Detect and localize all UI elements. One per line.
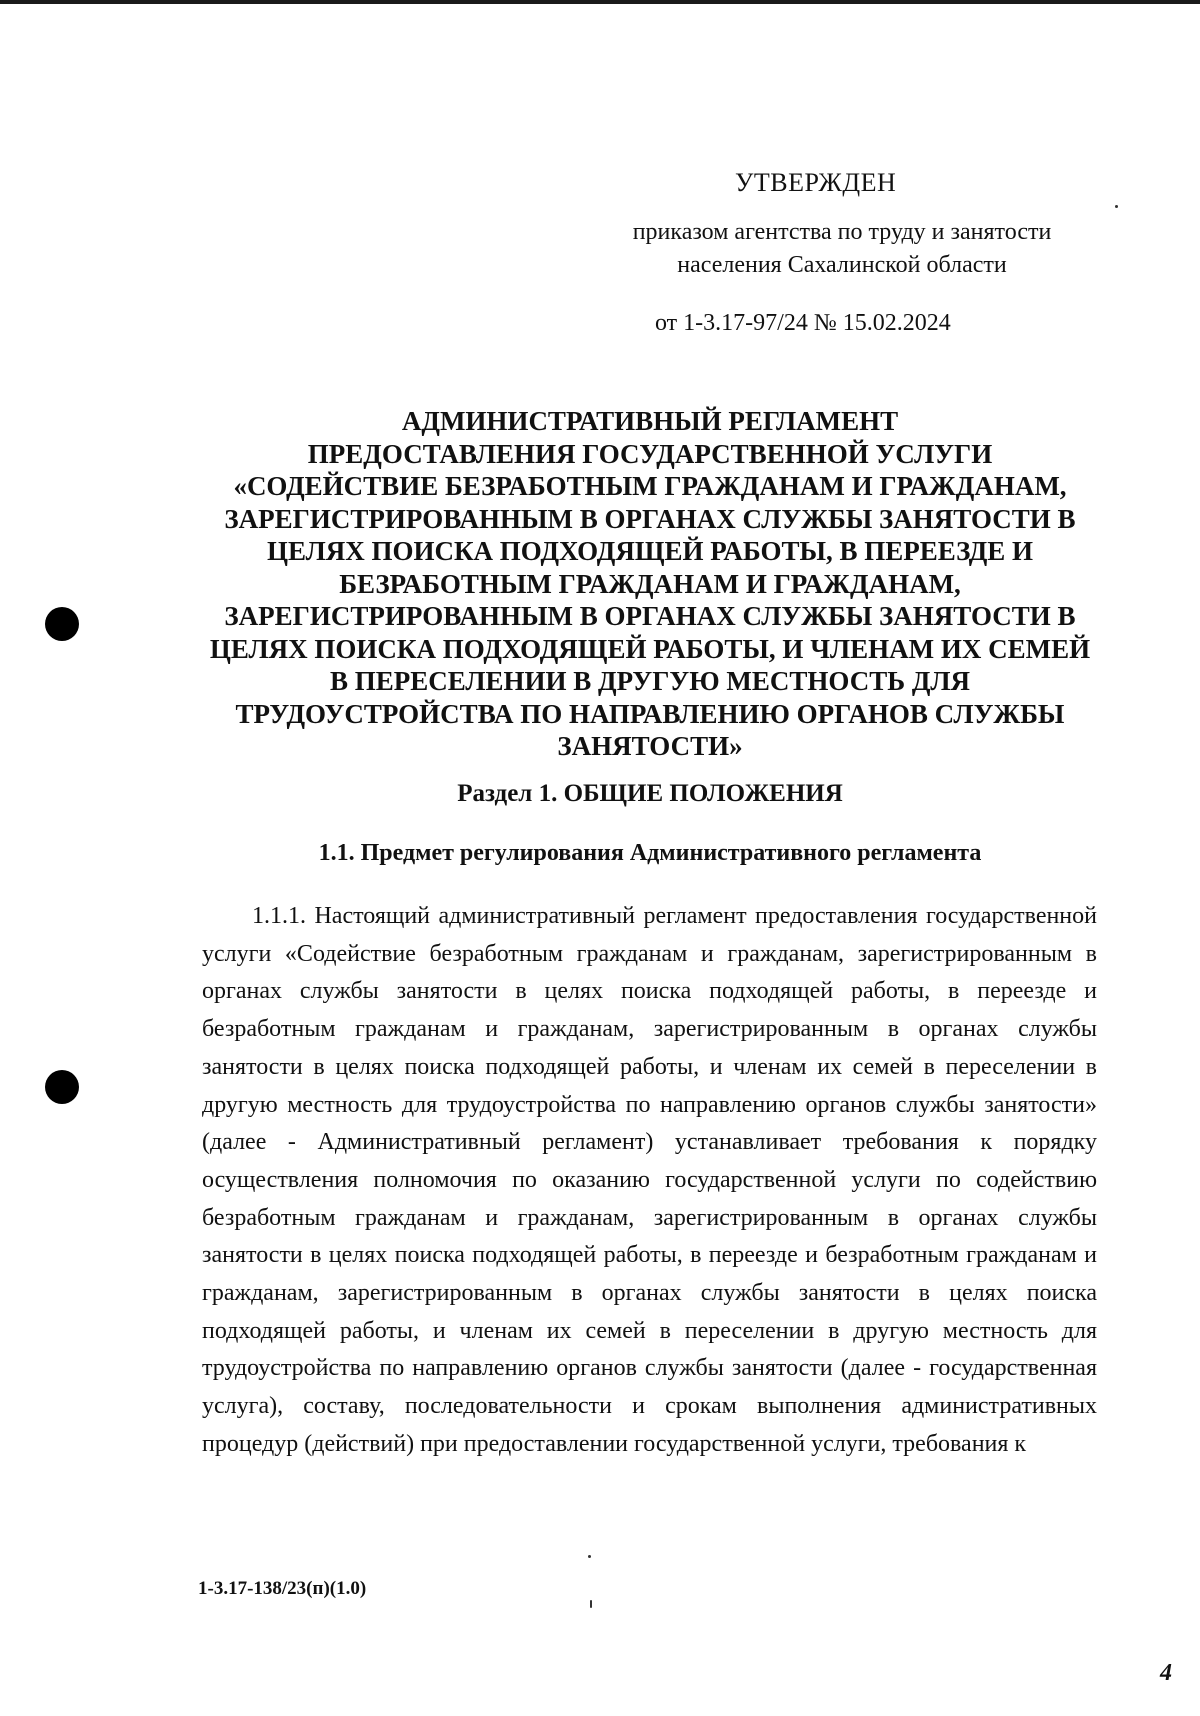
order-date: от 1-3.17-97/24 № 15.02.2024 [655, 310, 951, 336]
scan-speck [1115, 205, 1118, 208]
order-line-1: приказом агентства по труду и занятости [632, 219, 1052, 245]
title-line: ЗАНЯТОСТИ» [557, 731, 743, 761]
title-line: ПРЕДОСТАВЛЕНИЯ ГОСУДАРСТВЕННОЙ УСЛУГИ [307, 438, 993, 469]
title-line: ЦЕЛЯХ ПОИСКА ПОДХОДЯЩЕЙ РАБОТЫ, В ПЕРЕЕЗДЕ И [266, 536, 1034, 566]
body-paragraph: 1.1.1. Настоящий административный регламент предоставления государственной услуги «Содействие безработным гражданам и гражданам, зарегистрированным в органах службы занятости в целях поиска подходящей работы, в переезде и безработным гражданам и гражданам, зарегистрированным в органах службы занятости в целях поиска подходящей работы, и членам их семей в переселении в другую местность для трудоустройства по направлению органов службы занятости» (далее - Административный регламент) устанавливает требования к порядку осуществления полномочия по оказанию государственной услуги по содействию безработным гражданам и гражданам, зарегистрированным в органах службы занятости в целях поиска подходящей работы, в переезде и безработным гражданам и гражданам, зарегистрированным в органах службы занятости в целях поиска подходящей работы, и членам их семей в переселении в другую местность для трудоустройства по направлению органов службы занятости (далее - государственная услуга), составу, последовательности и срокам выполнения административных процедур (действий) при предоставлении государственной услуги, требования к [202, 903, 1097, 1457]
document-code: 1-3.17-138/23(п)(1.0) [198, 1578, 367, 1599]
punch-hole [45, 607, 79, 641]
title-line: ЗАРЕГИСТРИРОВАННЫМ В ОРГАНАХ СЛУЖБЫ ЗАНЯТОСТИ В [224, 601, 1076, 631]
title-line: В ПЕРЕСЕЛЕНИИ В ДРУГУЮ МЕСТНОСТЬ ДЛЯ [329, 666, 971, 696]
title-line: БЕЗРАБОТНЫМ ГРАЖДАНАМ И ГРАЖДАНАМ, [339, 568, 961, 599]
title-line: ЗАРЕГИСТРИРОВАННЫМ В ОРГАНАХ СЛУЖБЫ ЗАНЯТОСТИ В [224, 503, 1076, 534]
scan-speck [590, 1600, 592, 1608]
approved-heading: УТВЕРЖДЕН [735, 168, 897, 197]
title-line: АДМИНИСТРАТИВНЫЙ РЕГЛАМЕНТ [401, 406, 899, 436]
title-line: «СОДЕЙСТВИЕ БЕЗРАБОТНЫМ ГРАЖДАНАМ И ГРАЖДАНАМ, [233, 471, 1067, 501]
document-title [190, 405, 1110, 763]
order-text [582, 216, 1102, 282]
punch-hole [45, 1070, 79, 1104]
section-title: Раздел 1. ОБЩИЕ ПОЛОЖЕНИЯ [457, 780, 843, 807]
subsection-title: 1.1. Предмет регулирования Административного регламента [318, 840, 982, 866]
title-line: ТРУДОУСТРОЙСТВА ПО НАПРАВЛЕНИЮ ОРГАНОВ СЛУЖБЫ [235, 698, 1065, 729]
scan-top-edge [0, 0, 1200, 4]
title-line: ЦЕЛЯХ ПОИСКА ПОДХОДЯЩЕЙ РАБОТЫ, И ЧЛЕНАМ ИХ СЕМЕЙ [209, 633, 1091, 664]
scan-speck [588, 1555, 591, 1558]
order-line-2: населения Сахалинской области [677, 252, 1007, 278]
handwritten-page-mark: 4 [1160, 1660, 1172, 1686]
